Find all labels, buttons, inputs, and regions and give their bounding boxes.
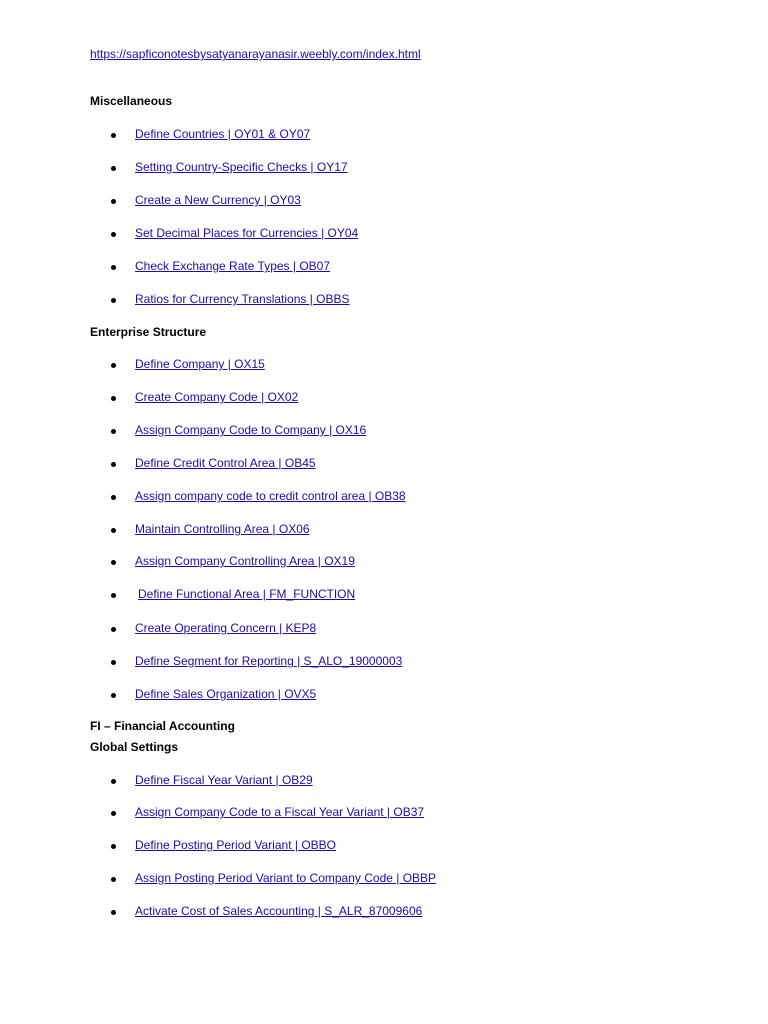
link-decimal-places[interactable]: Set Decimal Places for Currencies | OY04 — [135, 226, 359, 240]
link-assign-controlling-area[interactable]: Assign Company Controlling Area | OX19 — [135, 554, 355, 568]
bullet-icon — [111, 910, 116, 915]
bullet-icon — [111, 627, 116, 632]
list-item — [0, 357, 768, 375]
site-url-link[interactable]: https://sapficonotesbysatyanarayanasir.weebly.com/index.html — [90, 47, 421, 61]
bullet-icon — [111, 693, 116, 698]
bullet-icon — [111, 495, 116, 500]
bullet-icon — [111, 396, 116, 401]
link-functional-area[interactable]: Define Functional Area | FM_FUNCTION — [138, 587, 356, 601]
link-segment-reporting[interactable]: Define Segment for Reporting | S_ALO_19000003 — [135, 654, 403, 668]
list-item — [0, 621, 768, 639]
list-item — [0, 193, 768, 211]
bullet-icon — [111, 429, 116, 434]
link-country-checks[interactable]: Setting Country-Specific Checks | OY17 — [135, 160, 348, 174]
link-new-currency[interactable]: Create a New Currency | OY03 — [135, 193, 301, 207]
link-controlling-area[interactable]: Maintain Controlling Area | OX06 — [135, 522, 310, 536]
list-item — [0, 489, 768, 507]
list-item — [0, 160, 768, 178]
list-item — [0, 522, 768, 540]
link-define-countries[interactable]: Define Countries | OY01 & OY07 — [135, 127, 311, 141]
list-item — [0, 654, 768, 672]
bullet-icon — [111, 265, 116, 270]
list-item — [0, 805, 768, 823]
list-item — [0, 687, 768, 705]
bullet-icon — [111, 660, 116, 665]
link-cost-of-sales[interactable]: Activate Cost of Sales Accounting | S_ALR_87009606 — [135, 904, 423, 918]
list-item — [0, 390, 768, 408]
bullet-icon — [111, 877, 116, 882]
list-item — [0, 871, 768, 889]
bullet-icon — [111, 199, 116, 204]
list-item — [0, 587, 768, 605]
list-item — [0, 904, 768, 922]
bullet-icon — [111, 528, 116, 533]
list-item — [0, 292, 768, 310]
bullet-icon — [111, 166, 116, 171]
heading-fi-financial-accounting: FI – Financial Accounting — [90, 719, 235, 733]
list-item — [0, 773, 768, 791]
link-credit-control-area[interactable]: Define Credit Control Area | OB45 — [135, 456, 316, 470]
link-posting-period-variant[interactable]: Define Posting Period Variant | OBBO — [135, 838, 336, 852]
link-sales-organization[interactable]: Define Sales Organization | OVX5 — [135, 687, 317, 701]
heading-miscellaneous: Miscellaneous — [90, 94, 173, 108]
link-exchange-rate-types[interactable]: Check Exchange Rate Types | OB07 — [135, 259, 331, 273]
list-item — [0, 259, 768, 277]
bullet-icon — [111, 844, 116, 849]
link-assign-company-code[interactable]: Assign Company Code to Company | OX16 — [135, 423, 367, 437]
list-item — [0, 838, 768, 856]
list-item — [0, 456, 768, 474]
bullet-icon — [111, 593, 116, 598]
bullet-icon — [111, 133, 116, 138]
bullet-icon — [111, 560, 116, 565]
heading-global-settings: Global Settings — [90, 740, 179, 754]
bullet-icon — [111, 298, 116, 303]
link-assign-posting-period[interactable]: Assign Posting Period Variant to Company Code | OBBP — [135, 871, 437, 885]
bullet-icon — [111, 462, 116, 467]
list-item — [0, 226, 768, 244]
bullet-icon — [111, 363, 116, 368]
link-currency-ratios[interactable]: Ratios for Currency Translations | OBBS — [135, 292, 350, 306]
list-item — [0, 423, 768, 441]
link-assign-fiscal-year[interactable]: Assign Company Code to a Fiscal Year Variant | OB37 — [135, 805, 425, 819]
bullet-icon — [111, 232, 116, 237]
bullet-icon — [111, 779, 116, 784]
list-item — [0, 554, 768, 572]
heading-enterprise-structure: Enterprise Structure — [90, 325, 207, 339]
link-fiscal-year-variant[interactable]: Define Fiscal Year Variant | OB29 — [135, 773, 313, 787]
link-define-company[interactable]: Define Company | OX15 — [135, 357, 265, 371]
bullet-icon — [111, 811, 116, 816]
link-operating-concern[interactable]: Create Operating Concern | KEP8 — [135, 621, 317, 635]
link-create-company-code[interactable]: Create Company Code | OX02 — [135, 390, 299, 404]
link-assign-credit-control[interactable]: Assign company code to credit control area | OB38 — [135, 489, 406, 503]
list-item — [0, 127, 768, 145]
